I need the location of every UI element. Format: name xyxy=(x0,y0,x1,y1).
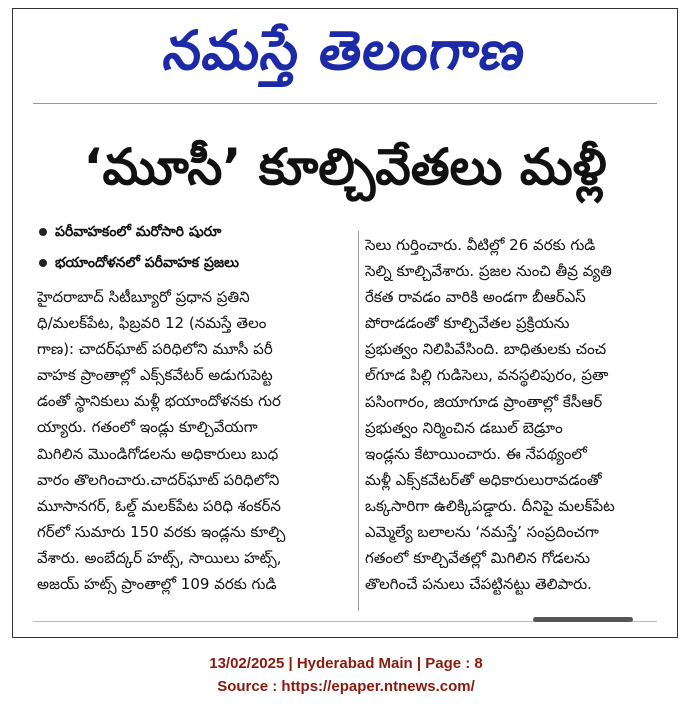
article-line: గతంలో కూల్చివేతల్లో మిగిలిన గోడలను xyxy=(365,549,591,568)
bullet-icon xyxy=(39,259,47,267)
article-line: ప్రభుత్వం నిర్మించిన డబుల్ బెడ్రూం xyxy=(365,418,563,437)
article-line: హైదరాబాద్ సిటీబ్యూరో ప్రధాన ప్రతిని xyxy=(37,288,250,306)
article-line: ఎమ్మెల్యే బలాలను ‘నమస్తే’ సంప్రదించగా xyxy=(365,523,599,542)
newspaper-clipping xyxy=(12,8,678,638)
footer-date-edition: 13/02/2025 | Hyderabad Main | Page : 8 xyxy=(209,655,483,672)
column-divider xyxy=(358,231,359,611)
article-line: పోరాడడంతో కూల్చివేతల ప్రక్రియను xyxy=(365,314,570,333)
article-line: ధి/మలక్‌పేట, ఫిబ్రవరి 12 (నమస్తే తెలం xyxy=(37,314,267,333)
article-line: మళ్లీ ఎక్స్‌కవేటర్‌తో అధికారులురావడంతో xyxy=(365,470,602,489)
article-line: రేకత రావడం వారికి అండగా బీఆర్‌ఎస్ xyxy=(365,288,586,307)
article-line: సెలు గుర్తించారు. వీటిల్లో 26 వరకు గుడి xyxy=(365,236,596,254)
article-line: య్యారు. గతంలో ఇండ్లు కూల్చివేయగా xyxy=(37,418,258,437)
article-column-left xyxy=(37,284,355,597)
article-line: తొలగించే పనులు చేపట్టినట్టు తెలిపారు. xyxy=(365,575,592,594)
subheads xyxy=(37,217,367,279)
subhead-text: పరీవాహకంలో మరోసారి షురూ xyxy=(55,224,222,240)
footer-source: Source : https://epaper.ntnews.com/ xyxy=(217,678,475,695)
footer xyxy=(0,652,692,698)
subhead-text: భయాందోళనలో పరీవాహక ప్రజలు xyxy=(55,255,239,271)
article-line: గర్‌లో సుమారు 150 వరకు ఇండ్లను కూల్చి xyxy=(37,522,286,541)
article-line: పసింగారం, జియాగూడ ప్రాంతాల్లో కేసీఆర్ xyxy=(365,392,603,411)
article-line: ఒక్కసారిగా ఉలిక్కిపడ్డారు. దీనిపై మలక్‌పేట xyxy=(365,496,615,515)
article-line: వేశారు. అంబేద్కర్ హట్స్, సాయిలు హట్స్, xyxy=(37,548,282,567)
headline: ‘మూసీ’ కూల్చివేతలు మళ్లీ xyxy=(83,138,607,196)
bullet-icon xyxy=(39,228,47,236)
article-line: మిగిలిన మొండిగోడలను అధికారులు బుధ xyxy=(37,444,279,463)
article-line: వారం తొలగించారు.చాదర్‌ఘాట్ పరిధిలోని xyxy=(37,470,280,489)
subhead-item xyxy=(37,248,367,279)
masthead xyxy=(13,11,677,97)
masthead-rule xyxy=(33,103,657,104)
article-line: ల్‌గూడ పిల్లి గుడిసెలు, వనస్థలిపురం, ప్రతా xyxy=(365,366,609,385)
subhead-item xyxy=(37,217,367,248)
masthead-logo: నమస్తే తెలంగాణ xyxy=(159,19,531,82)
article-line: ఇండ్లను కేటాయించారు. ఈ నేపథ్యంలో xyxy=(365,444,587,463)
article-line: సెల్ని కూల్చివేశారు. ప్రజల నుంచి తీవ్ర వ్యతి xyxy=(365,262,612,281)
article-line: ప్రభుత్వం నిలిపివేసింది. బాధితులకు చంచ xyxy=(365,340,607,359)
article-line: గాణ): చాదర్‌ఘాట్ పరిధిలోని మూసీ పరీ xyxy=(37,340,273,359)
article-line: అజయ్ హట్స్ ప్రాంతాల్లో 109 వరకు గుడి xyxy=(37,575,277,594)
article-line: డంతో స్థానికులు మళ్లీ భయాందోళనకు గుర xyxy=(37,392,281,411)
continuation-mark xyxy=(533,617,633,622)
article-line: మూసానగర్, ఓల్డ్ మలక్‌పేట పరిధి శంకర్‌న xyxy=(37,496,281,515)
article-column-right xyxy=(365,232,665,597)
article-line: వాహక ప్రాంతాల్లో ఎక్స్‌కవేటర్ అడుగుపెట్ట xyxy=(37,366,273,385)
